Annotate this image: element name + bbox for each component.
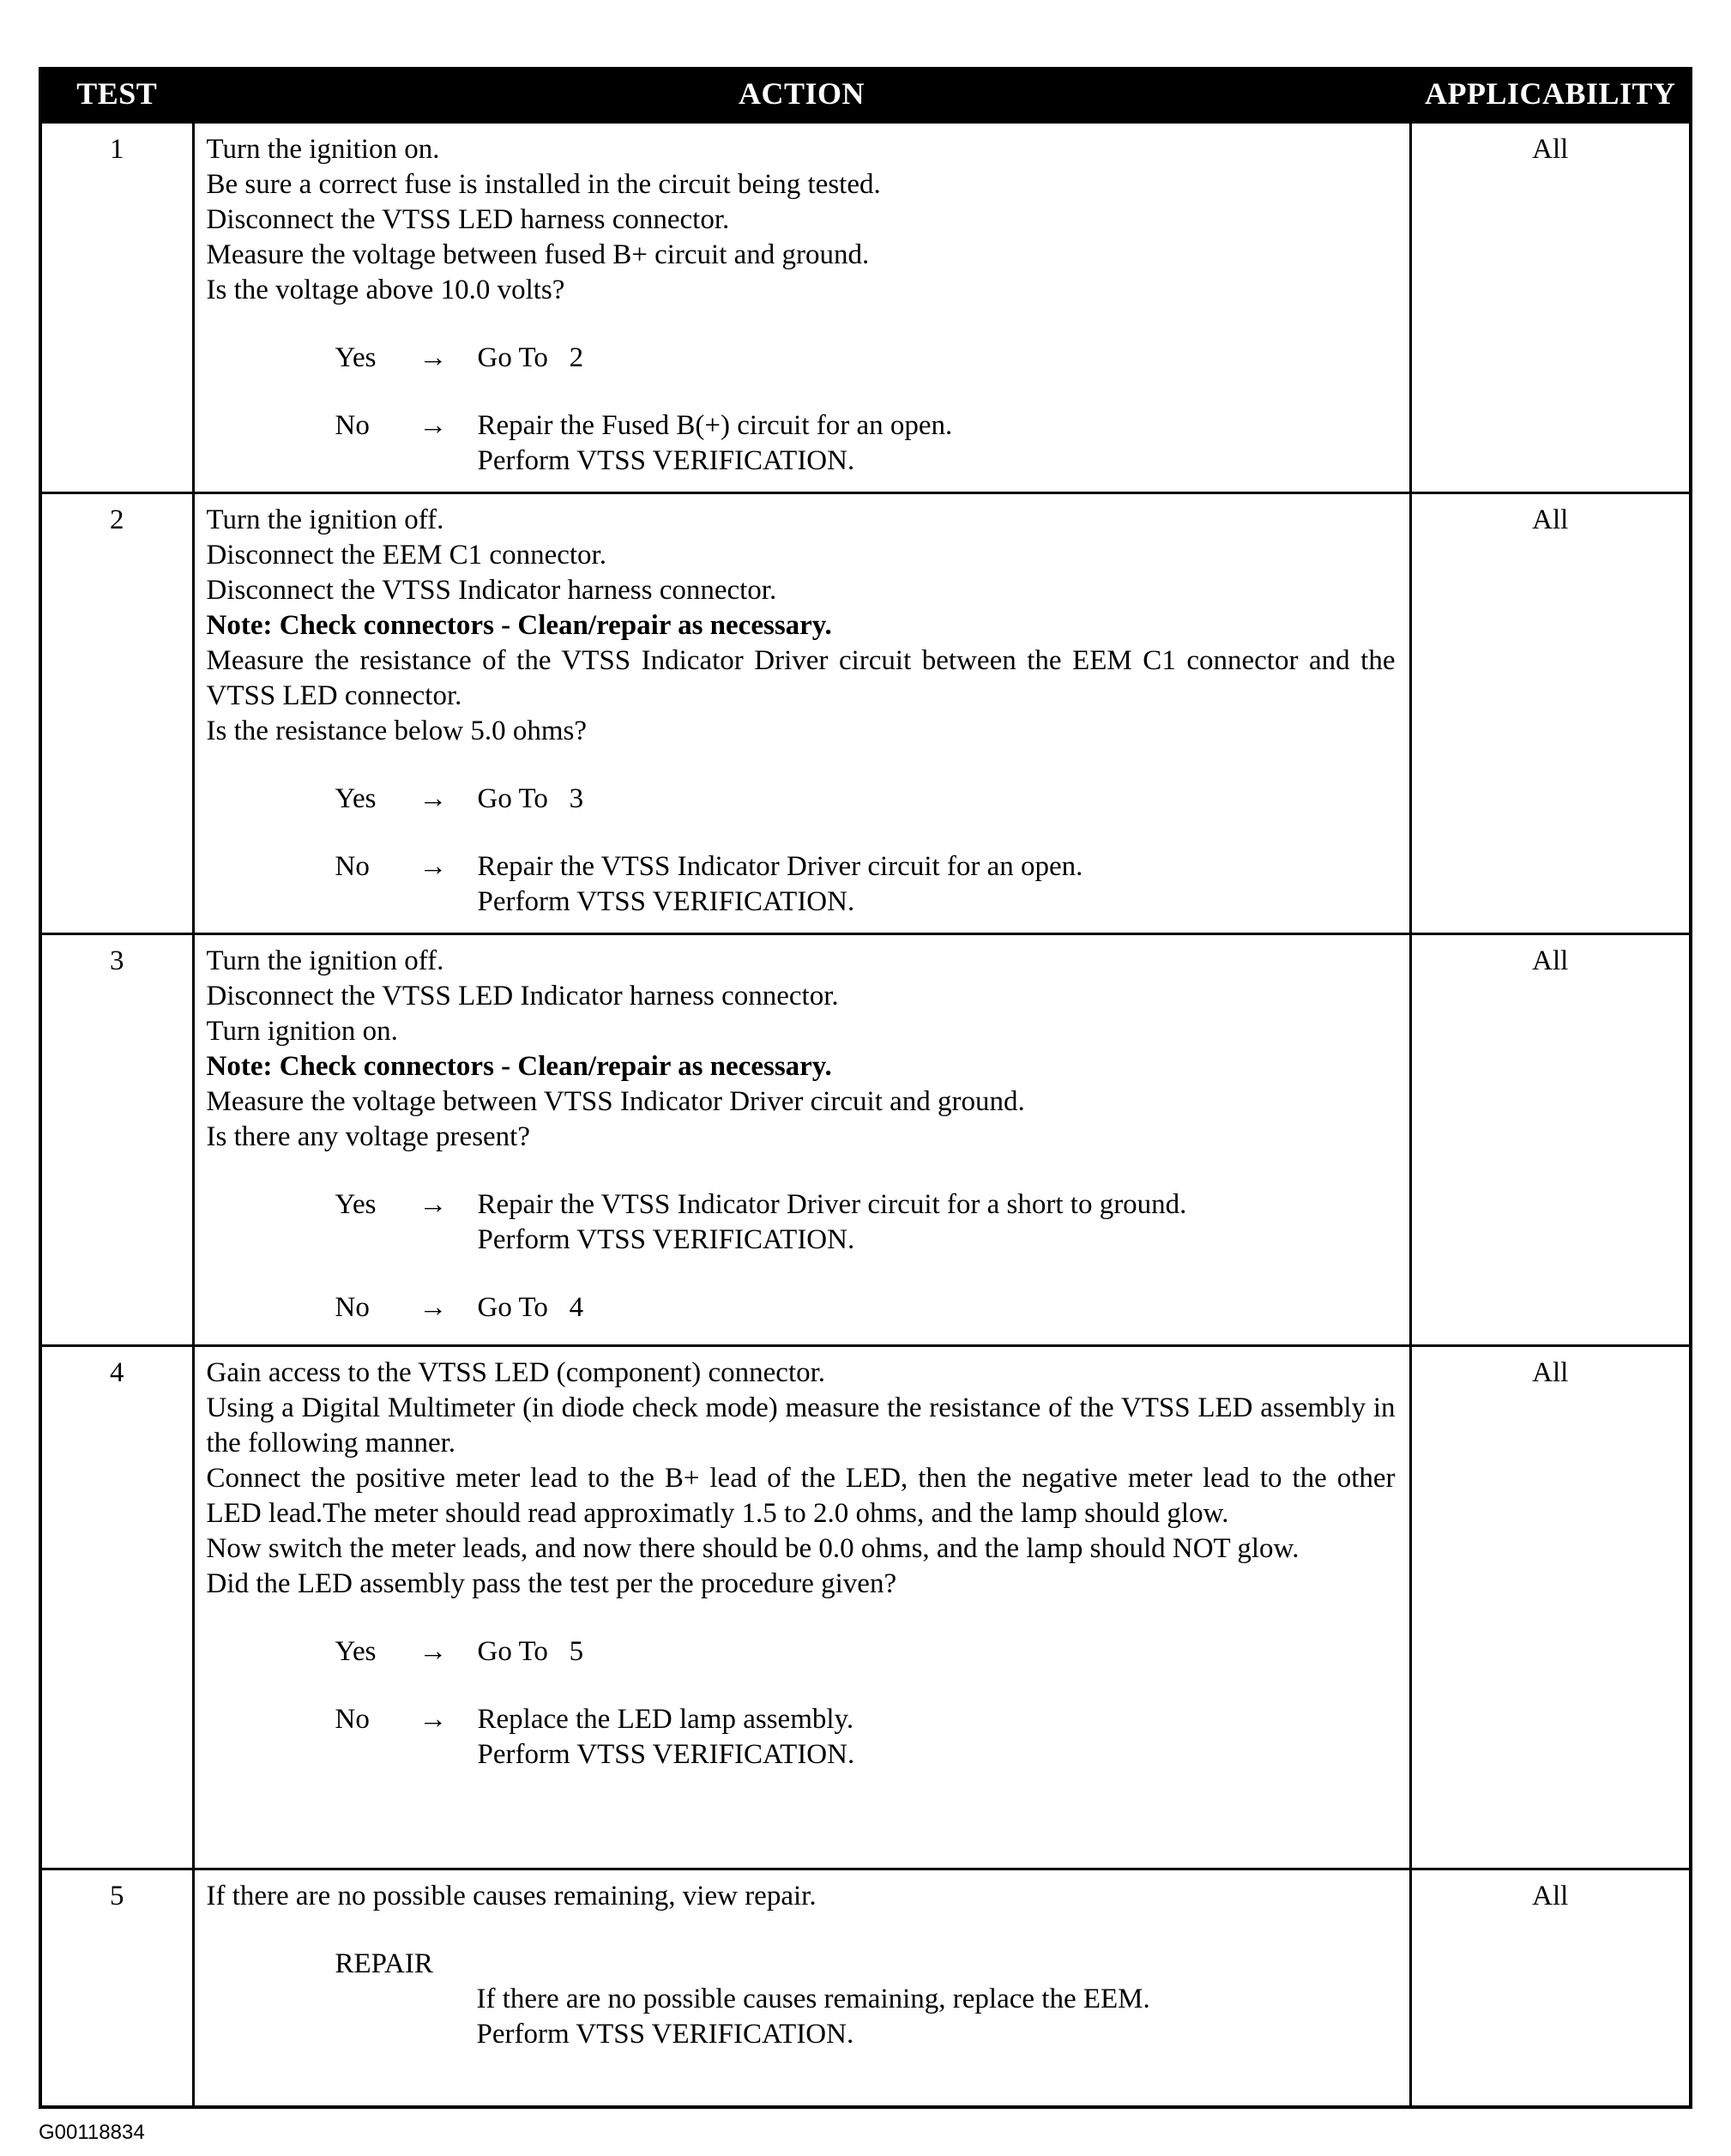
branch-text [478, 1290, 1396, 1326]
decision-branch [335, 1290, 1396, 1326]
decision-branch [335, 1634, 1396, 1670]
table-row [40, 492, 1691, 933]
arrow-right-icon: → [419, 1291, 448, 1323]
action-paragraph: Note: Check connectors - Clean/repair as necessary. [206, 609, 832, 641]
branch-text-line: Perform VTSS VERIFICATION. [477, 1738, 855, 1770]
branch-text-line: Repair the Fused B(+) circuit for an open. [477, 409, 953, 441]
action-paragraph: Turn the ignition off. [206, 945, 444, 976]
arrow-right-icon: → [419, 409, 448, 441]
header-row [40, 69, 1691, 122]
action-cell [193, 1345, 1410, 1869]
repair-line: If there are no possible causes remaining, replace the EEM. [476, 1983, 1150, 2014]
table-row [40, 122, 1691, 492]
action-paragraph: Measure the voltage between fused B+ circuit and ground. [206, 239, 870, 270]
applicability-cell [1410, 492, 1691, 933]
branch-text-line: Replace the LED lamp assembly. [477, 1703, 854, 1735]
branch-text-line: Go To 4 [477, 1291, 584, 1323]
test-number: 1 [110, 133, 124, 165]
action-paragraph: Disconnect the VTSS Indicator harness connector. [206, 574, 777, 606]
branch-text-line: Go To 5 [477, 1635, 584, 1667]
table-row [40, 933, 1691, 1345]
branch-text [478, 1187, 1396, 1258]
arrow-right-icon: → [419, 1635, 448, 1667]
decision-branch [335, 341, 1396, 376]
action-paragraph: Is the voltage above 10.0 volts? [206, 274, 565, 305]
applicability-value: All [1532, 945, 1569, 976]
test-number-cell [40, 933, 193, 1345]
branch-label: No [335, 409, 370, 441]
column-header-applicability: APPLICABILITY [1410, 69, 1691, 122]
action-paragraph: Is the resistance below 5.0 ohms? [206, 715, 588, 746]
arrow-right-icon: → [419, 850, 448, 882]
branch-text-line: Go To 3 [477, 782, 584, 814]
decision-branch [335, 1702, 1396, 1773]
action-cell [193, 933, 1410, 1345]
arrow-right-icon: → [419, 1703, 448, 1735]
action-paragraph: Gain access to the VTSS LED (component) connector. [206, 1356, 826, 1388]
action-paragraph: Disconnect the VTSS LED Indicator harness connector. [206, 980, 839, 1012]
action-cell [193, 492, 1410, 933]
applicability-cell [1410, 1345, 1691, 1869]
applicability-value: All [1532, 504, 1569, 535]
decision-branch [335, 782, 1396, 817]
branch-text-line: Go To 2 [477, 341, 584, 373]
table-row [40, 1869, 1691, 2107]
action-paragraph: Turn the ignition on. [206, 133, 440, 165]
arrow-right-icon: → [419, 782, 448, 814]
branch-label: Yes [335, 782, 377, 814]
table-row [40, 1345, 1691, 1869]
branch-text [478, 1634, 1396, 1670]
action-paragraph: Measure the voltage between VTSS Indicator Driver circuit and ground. [206, 1085, 1025, 1117]
test-number: 3 [110, 945, 124, 976]
branch-text-line: Perform VTSS VERIFICATION. [477, 885, 855, 917]
branch-text [478, 782, 1396, 817]
applicability-value: All [1532, 1356, 1569, 1388]
arrow-right-icon: → [419, 1188, 448, 1220]
branch-text [478, 849, 1396, 920]
decision-branch [335, 849, 1396, 920]
action-paragraph: Disconnect the EEM C1 connector. [206, 539, 606, 571]
column-header-test: TEST [40, 69, 193, 122]
branch-text-line: Repair the VTSS Indicator Driver circuit for an open. [477, 850, 1083, 882]
test-number-cell [40, 1345, 193, 1869]
applicability-cell [1410, 122, 1691, 492]
action-paragraph: Is there any voltage present? [206, 1120, 531, 1152]
action-paragraph: Now switch the meter leads, and now there should be 0.0 ohms, and the lamp should NOT glow. [206, 1532, 1300, 1564]
branch-label: No [335, 1703, 370, 1735]
action-paragraph: Turn ignition on. [206, 1015, 398, 1047]
action-paragraph: Did the LED assembly pass the test per the procedure given? [206, 1567, 897, 1599]
table-body [40, 122, 1691, 2107]
action-paragraph: If there are no possible causes remaining, view repair. [206, 1880, 817, 1911]
arrow-right-icon: → [419, 341, 448, 373]
action-paragraph: Be sure a correct fuse is installed in the circuit being tested. [206, 168, 881, 200]
diagnostic-table [39, 67, 1692, 2109]
branch-text-line: Perform VTSS VERIFICATION. [477, 444, 855, 476]
action-paragraph: Turn the ignition off. [206, 504, 444, 535]
branch-text [478, 1702, 1396, 1773]
branch-text-line: Repair the VTSS Indicator Driver circuit for a short to ground. [477, 1188, 1187, 1220]
test-number-cell [40, 122, 193, 492]
test-number-cell [40, 1869, 193, 2107]
branch-text [478, 341, 1396, 376]
action-paragraph: Note: Check connectors - Clean/repair as necessary. [206, 1050, 832, 1082]
branch-label: Yes [335, 1188, 377, 1220]
test-number-cell [40, 492, 193, 933]
repair-line: Perform VTSS VERIFICATION. [476, 2018, 854, 2050]
branch-text [478, 408, 1396, 479]
figure-id: G00118834 [39, 2121, 145, 2144]
applicability-cell [1410, 933, 1691, 1345]
decision-branch [335, 408, 1396, 479]
action-paragraph: Measure the resistance of the VTSS Indicator Driver circuit between the EEM C1 connector and the VTSS LED connector. [206, 644, 1396, 711]
repair-heading: REPAIR [335, 1948, 433, 1979]
branch-label: Yes [335, 341, 377, 373]
column-header-action: ACTION [193, 69, 1410, 122]
decision-branch [335, 1187, 1396, 1258]
action-paragraph: Using a Digital Multimeter (in diode check mode) measure the resistance of the VTSS LED assembly in the following manner. [206, 1392, 1396, 1458]
branch-text-line: Perform VTSS VERIFICATION. [477, 1223, 855, 1255]
branch-label: No [335, 1291, 370, 1323]
repair-block [477, 1982, 1396, 2052]
action-cell [193, 122, 1410, 492]
table-header [40, 69, 1691, 122]
action-paragraph: Connect the positive meter lead to the B+ lead of the LED, then the negative meter lead to the other LED lead.The meter should read approximatly 1.5 to 2.0 ohms, and the lamp should glow. [206, 1462, 1396, 1529]
applicability-cell [1410, 1869, 1691, 2107]
applicability-value: All [1532, 1880, 1569, 1911]
branch-label: Yes [335, 1635, 377, 1667]
test-number: 4 [110, 1356, 124, 1388]
action-cell [193, 1869, 1410, 2107]
branch-label: No [335, 850, 370, 882]
test-number: 2 [110, 504, 124, 535]
test-number: 5 [110, 1880, 124, 1911]
applicability-value: All [1532, 133, 1569, 165]
action-paragraph: Disconnect the VTSS LED harness connector. [206, 203, 730, 235]
